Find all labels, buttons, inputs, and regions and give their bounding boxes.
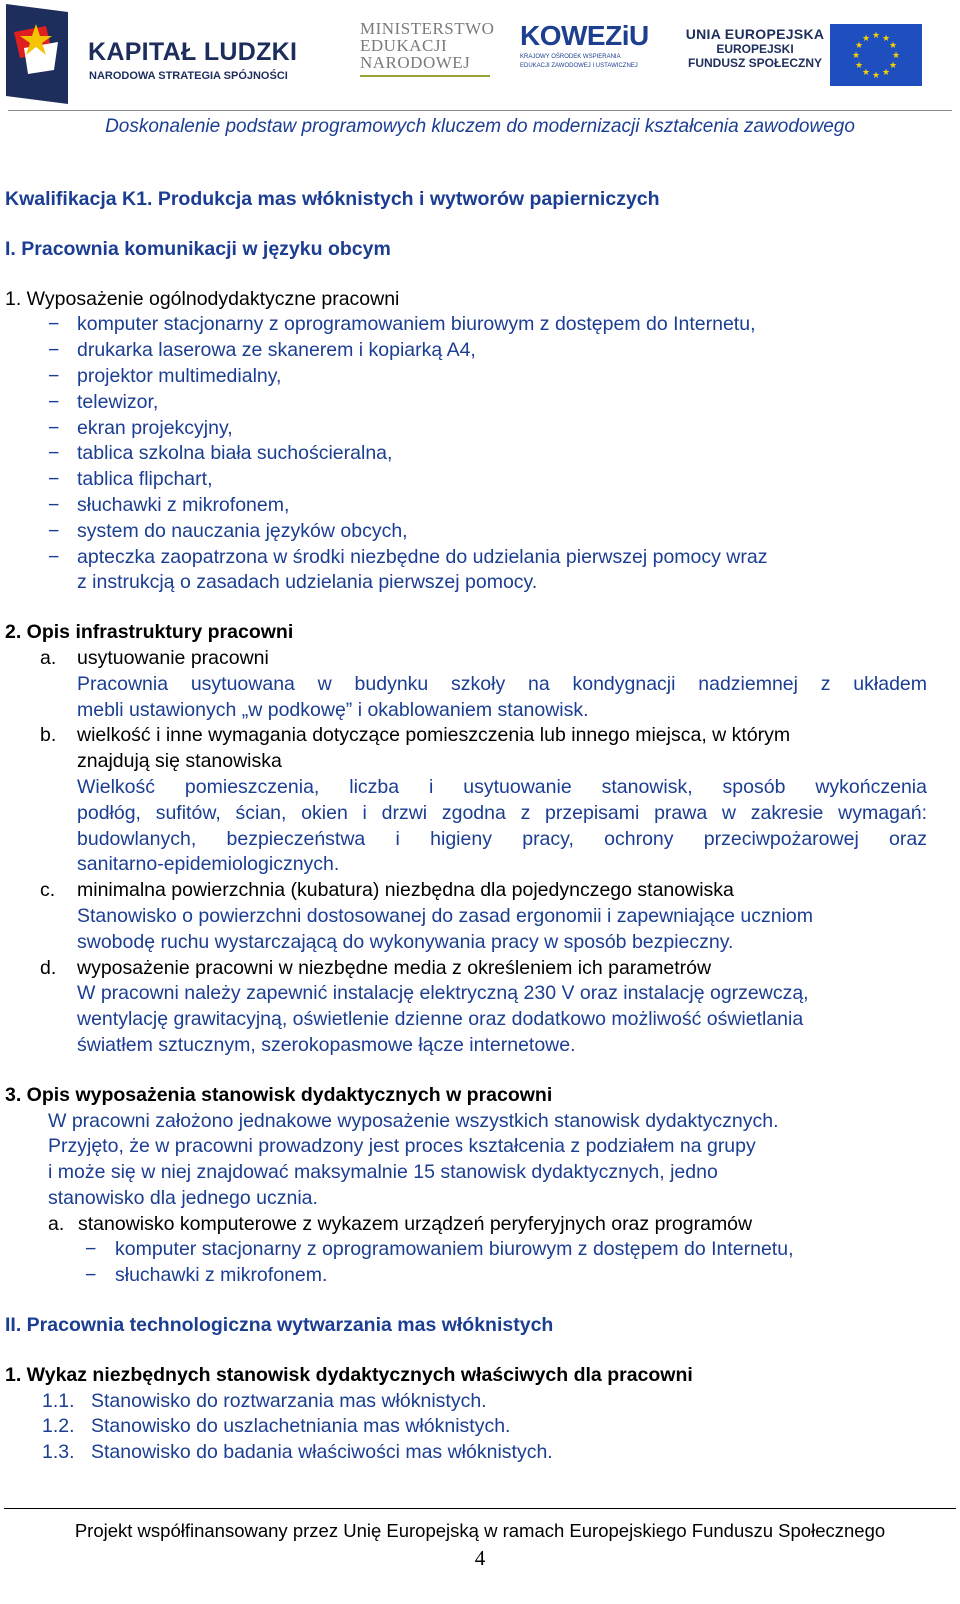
list-item: − telewizor,: [48, 390, 159, 413]
header-rule: [8, 110, 952, 111]
svg-text:★: ★: [888, 61, 898, 71]
section-3-a-head: a. stanowisko komputerowe z wykazem urządzeń peryferyjnych oraz programów: [48, 1212, 753, 1235]
list-item: 1.1. Stanowisko do roztwarzania mas włóknistych.: [42, 1389, 487, 1412]
svg-text:★: ★: [871, 31, 881, 41]
list-item: − system do nauczania języków obcych,: [48, 519, 408, 542]
list-item: − apteczka zaopatrzona w środki niezbędne do udzielania pierwszej pomocy wraz: [48, 545, 768, 568]
koweziu-logo: [520, 20, 650, 90]
document-body: [0, 187, 960, 1466]
svg-text:★: ★: [851, 51, 861, 61]
subsection-b-text: budowlanych, bezpieczeństwa i higieny pracy, ochrony przeciwpożarowej oraz: [77, 827, 927, 850]
men-line: MINISTERSTWO: [360, 19, 495, 38]
subsection-d-head: d. wyposażenie pracowni w niezbędne media z określeniem ich parametrów: [40, 956, 712, 979]
section-3-text: i może się w niej znajdować maksymalnie 15 stanowisk dydaktycznych, jedno: [48, 1161, 718, 1184]
subsection-b-head: b. wielkość i inne wymagania dotyczące pomieszczenia lub innego miejsca, w którym: [40, 724, 791, 747]
svg-text:★: ★: [854, 41, 864, 51]
list-item: − tablica szkolna biała suchościeralna,: [48, 442, 393, 465]
section-2-title: 2. Opis infrastruktury pracowni: [5, 621, 294, 644]
eu-logo: [685, 24, 945, 84]
subsection-b-text: podłóg, sufitów, ścian, okien i drzwi zgodna z przepisami prawa w zakresie wymagań:: [77, 801, 927, 824]
men-logo: [360, 20, 500, 90]
subsection-b-text: Wielkość pomieszczenia, liczba i usytuowanie stanowisk, sposób wykończenia: [77, 775, 927, 798]
svg-text:★: ★: [881, 34, 891, 44]
subsection-a-text: mebli ustawionych „w podkowę” i okablowaniem stanowisk.: [77, 698, 589, 721]
logo-bar: [0, 0, 960, 110]
list-item: − słuchawki z mikrofonem,: [48, 493, 290, 516]
men-line: EDUKACJI: [360, 36, 448, 55]
subsection-c-text: Stanowisko o powierzchni dostosowanej do zasad ergonomii i zapewniające uczniom: [77, 904, 813, 927]
header-subtitle: Doskonalenie podstaw programowych kluczem do modernizacji kształcenia zawodowego: [105, 116, 855, 137]
workshop-2-section-1-title: 1. Wykaz niezbędnych stanowisk dydaktycznych właściwych dla pracowni: [5, 1363, 693, 1386]
koweziu-subtitle: KRAJOWY OŚRODEK WSPIERANIA: [520, 54, 621, 60]
subsection-c-text: swobodę ruchu wystarczającą do wykonywania pracy w sposób bezpieczny.: [77, 930, 734, 953]
koweziu-subtitle: EDUKACJI ZAWODOWEJ I USTAWICZNEJ: [520, 63, 638, 69]
equipment-list: [0, 312, 960, 596]
list-item: − drukarka laserowa ze skanerem i kopiarką A4,: [48, 339, 476, 362]
svg-text:★: ★: [861, 34, 871, 44]
subsection-b-text: sanitarno-epidemiologicznych.: [77, 853, 340, 876]
eu-title: UNIA EUROPEJSKA: [685, 26, 825, 42]
men-line: NARODOWEJ: [360, 53, 471, 72]
list-item: − tablica flipchart,: [48, 468, 213, 491]
list-item: − komputer stacjonarny z oprogramowaniem biurowym z dostępem do Internetu,: [85, 1238, 794, 1261]
section-3-text: W pracowni założono jednakowe wyposażenie wszystkich stanowisk dydaktycznych.: [48, 1109, 779, 1132]
list-item: 1.2. Stanowisko do uszlachetniania mas włóknistych.: [42, 1415, 511, 1438]
svg-text:★: ★: [881, 68, 891, 78]
kapital-ludzki-flag-icon: [6, 4, 68, 104]
eu-subtitle: FUNDUSZ SPOŁECZNY: [687, 56, 822, 70]
subsection-a-text: Pracownia usytuowana w budynku szkoły na kondygnacji nadziemnej z układem: [77, 672, 927, 695]
subsection-b-head-cont: znajdują się stanowiska: [77, 750, 282, 773]
kapital-ludzki-title: KAPITAŁ LUDZKI: [88, 38, 298, 66]
workshop-1-title: I. Pracownia komunikacji w języku obcym: [5, 237, 391, 260]
subsection-c-head: c. minimalna powierzchnia (kubatura) niezbędna dla pojedynczego stanowiska: [40, 879, 734, 902]
section-3-text: stanowisko dla jednego ucznia.: [48, 1186, 318, 1209]
list-item: − komputer stacjonarny z oprogramowaniem biurowym z dostępem do Internetu,: [48, 313, 756, 336]
subsection-d-text: W pracowni należy zapewnić instalację elektryczną 230 V oraz instalację ogrzewczą,: [77, 982, 809, 1005]
list-item: − ekran projekcyjny,: [48, 416, 233, 439]
list-item: 1.3. Stanowisko do badania właściwości mas włóknistych.: [42, 1441, 553, 1464]
subsection-a-head: a. usytuowanie pracowni: [40, 646, 269, 669]
svg-text:★: ★: [888, 41, 898, 51]
subsection-d-text: wentylację grawitacyjną, oświetlenie dzienne oraz dodatkowo możliwość oświetlania: [77, 1008, 804, 1031]
qualification-title: Kwalifikacja K1. Produkcja mas włóknistych i wytworów papierniczych: [5, 188, 660, 210]
section-3-text: Przyjęto, że w pracowni prowadzony jest proces kształcenia z podziałem na grupy: [48, 1135, 756, 1158]
section-1-title: 1. Wyposażenie ogólnodydaktyczne pracowni: [5, 287, 400, 310]
subsection-d-text: światłem sztucznym, szerokopasmowe łącze internetowe.: [77, 1033, 576, 1056]
kapital-ludzki-subtitle: NARODOWA STRATEGIA SPÓJNOŚCI: [89, 70, 288, 82]
kapital-ludzki-logo: [6, 4, 306, 104]
svg-text:★: ★: [871, 71, 881, 81]
page-number: 4: [474, 1546, 486, 1570]
list-item-continuation: z instrukcją o zasadach udzielania pierwszej pomocy.: [77, 571, 538, 594]
koweziu-wordmark: KOWEZiU: [520, 20, 649, 51]
section-3-title: 3. Opis wyposażenia stanowisk dydaktycznych w pracowni: [5, 1083, 553, 1106]
list-item: − słuchawki z mikrofonem.: [85, 1264, 328, 1287]
list-item: − projektor multimedialny,: [48, 364, 282, 387]
footer-text: Projekt współfinansowany przez Unię Europejską w ramach Europejskiego Funduszu Społecznego: [74, 1520, 886, 1541]
footer-rule: [4, 1508, 956, 1509]
svg-text:★: ★: [891, 51, 901, 61]
eu-flag-icon: [830, 24, 922, 86]
svg-text:★: ★: [861, 68, 871, 78]
workshop-2-title: II. Pracownia technologiczna wytwarzania mas włóknistych: [5, 1314, 554, 1337]
svg-text:★: ★: [854, 61, 864, 71]
eu-subtitle: EUROPEJSKI: [716, 42, 794, 56]
